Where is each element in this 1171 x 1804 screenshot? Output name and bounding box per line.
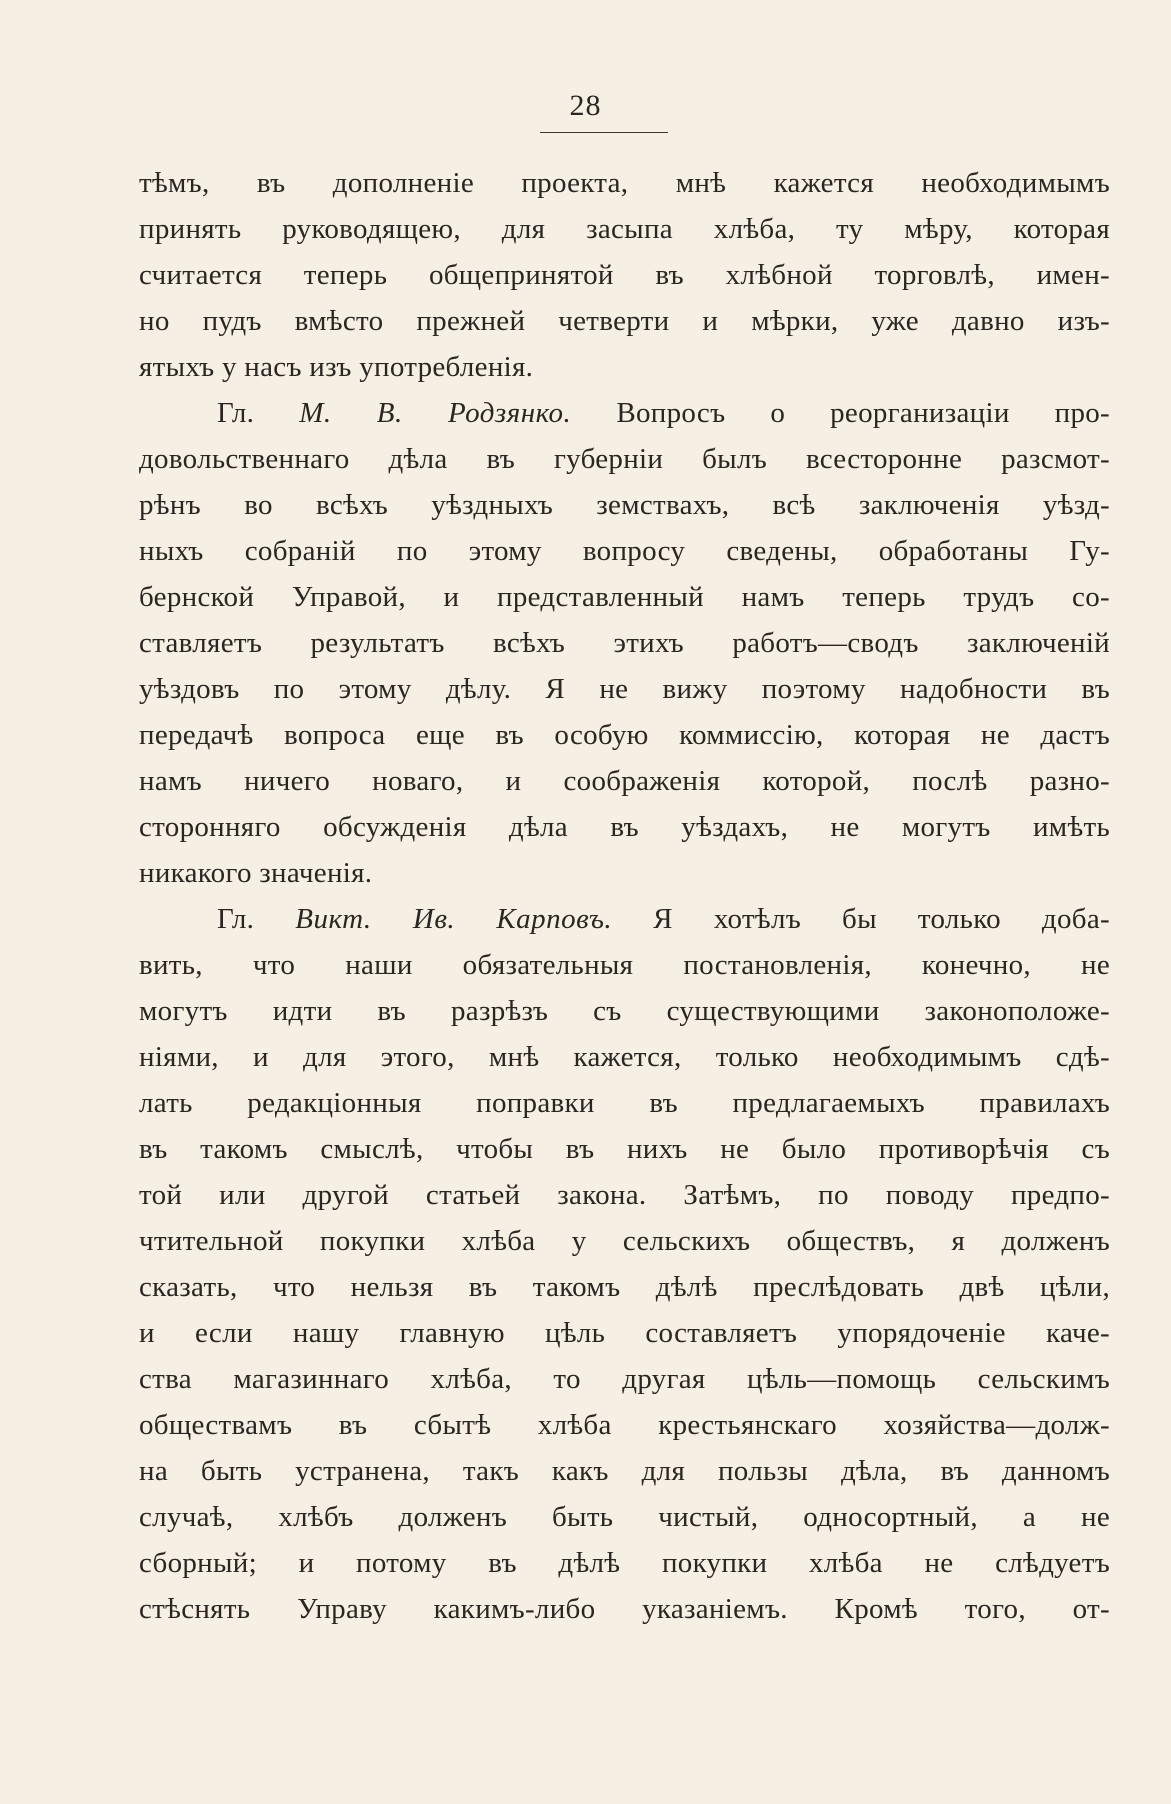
text-line: случаѣ, хлѣбъ долженъ быть чистый, односортный, а не — [139, 1501, 1110, 1533]
speaker-prefix: Гл. — [217, 903, 255, 935]
text-line: ставляетъ результатъ всѣхъ этихъ работъ—сводъ заключеній — [139, 627, 1110, 659]
text-line: бернской Управой, и представленный намъ теперь трудъ со- — [139, 581, 1110, 613]
text-line: намъ ничего новаго, и соображенія которой, послѣ разно- — [139, 765, 1110, 797]
text-line: сборный; и потому въ дѣлѣ покупки хлѣба не слѣдуетъ — [139, 1547, 1110, 1579]
speaker-prefix: Гл. — [217, 397, 255, 429]
text-line: ятыхъ у насъ изъ употребленія. — [139, 351, 534, 383]
text-fragment: Вопросъ о реорганизаціи про- — [616, 397, 1110, 429]
paragraph-opening-line — [139, 390, 1110, 436]
text-line: но пудъ вмѣсто прежней четверти и мѣрки, уже давно изъ- — [139, 305, 1110, 337]
text-line: сторонняго обсужденія дѣла въ уѣздахъ, не могутъ имѣть — [139, 811, 1110, 843]
text-line: стѣснять Управу какимъ-либо указаніемъ. Кромѣ того, от- — [139, 1593, 1110, 1625]
text-line: на быть устранена, такъ какъ для пользы дѣла, въ данномъ — [139, 1455, 1110, 1487]
paragraph-opening-line — [139, 896, 1110, 942]
text-line: лать редакціонныя поправки въ предлагаемыхъ правилахъ — [139, 1087, 1110, 1119]
text-line: сказать, что нельзя въ такомъ дѣлѣ преслѣдовать двѣ цѣли, — [139, 1271, 1110, 1303]
text-line: могутъ идти въ разрѣзъ съ существующими законоположе- — [139, 995, 1110, 1027]
text-line: той или другой статьей закона. Затѣмъ, по поводу предпо- — [139, 1179, 1110, 1211]
page-number: 28 — [569, 89, 602, 122]
speaker-name: М. В. Родзянко. — [299, 397, 572, 429]
body-text — [139, 160, 1110, 1632]
text-line: ныхъ собраній по этому вопросу сведены, обработаны Гу- — [139, 535, 1110, 567]
text-line: чтительной покупки хлѣба у сельскихъ обществъ, я долженъ — [139, 1225, 1110, 1257]
speaker-name: Викт. Ив. Карповъ. — [295, 903, 613, 935]
text-line: и если нашу главную цѣль составляетъ упорядоченіе каче- — [139, 1317, 1110, 1349]
text-line: уѣздовъ по этому дѣлу. Я не вижу поэтому надобности въ — [139, 673, 1110, 705]
text-line: рѣнъ во всѣхъ уѣздныхъ земствахъ, всѣ заключенія уѣзд- — [139, 489, 1110, 521]
text-line: считается теперь общепринятой въ хлѣбной торговлѣ, имен- — [139, 259, 1110, 291]
text-line: передачѣ вопроса еще въ особую коммиссію, которая не дастъ — [139, 719, 1110, 751]
text-line: въ такомъ смыслѣ, чтобы въ нихъ не было противорѣчія съ — [139, 1133, 1110, 1165]
header-rule — [540, 132, 668, 133]
text-line: ства магазиннаго хлѣба, то другая цѣль—помощь сельскимъ — [139, 1363, 1110, 1395]
text-line: тѣмъ, въ дополненіе проекта, мнѣ кажется необходимымъ — [139, 167, 1110, 199]
text-line: принять руководящею, для засыпа хлѣба, ту мѣру, которая — [139, 213, 1110, 245]
text-fragment: Я хотѣлъ бы только доба- — [653, 903, 1110, 935]
text-line: обществамъ въ сбытѣ хлѣба крестьянскаго хозяйства—долж- — [139, 1409, 1110, 1441]
text-line: никакого значенія. — [139, 857, 373, 889]
text-line: вить, что наши обязательныя постановленія, конечно, не — [139, 949, 1110, 981]
text-line: ніями, и для этого, мнѣ кажется, только необходимымъ сдѣ- — [139, 1041, 1110, 1073]
text-line: довольственнаго дѣла въ губерніи былъ всесторонне разсмот- — [139, 443, 1110, 475]
